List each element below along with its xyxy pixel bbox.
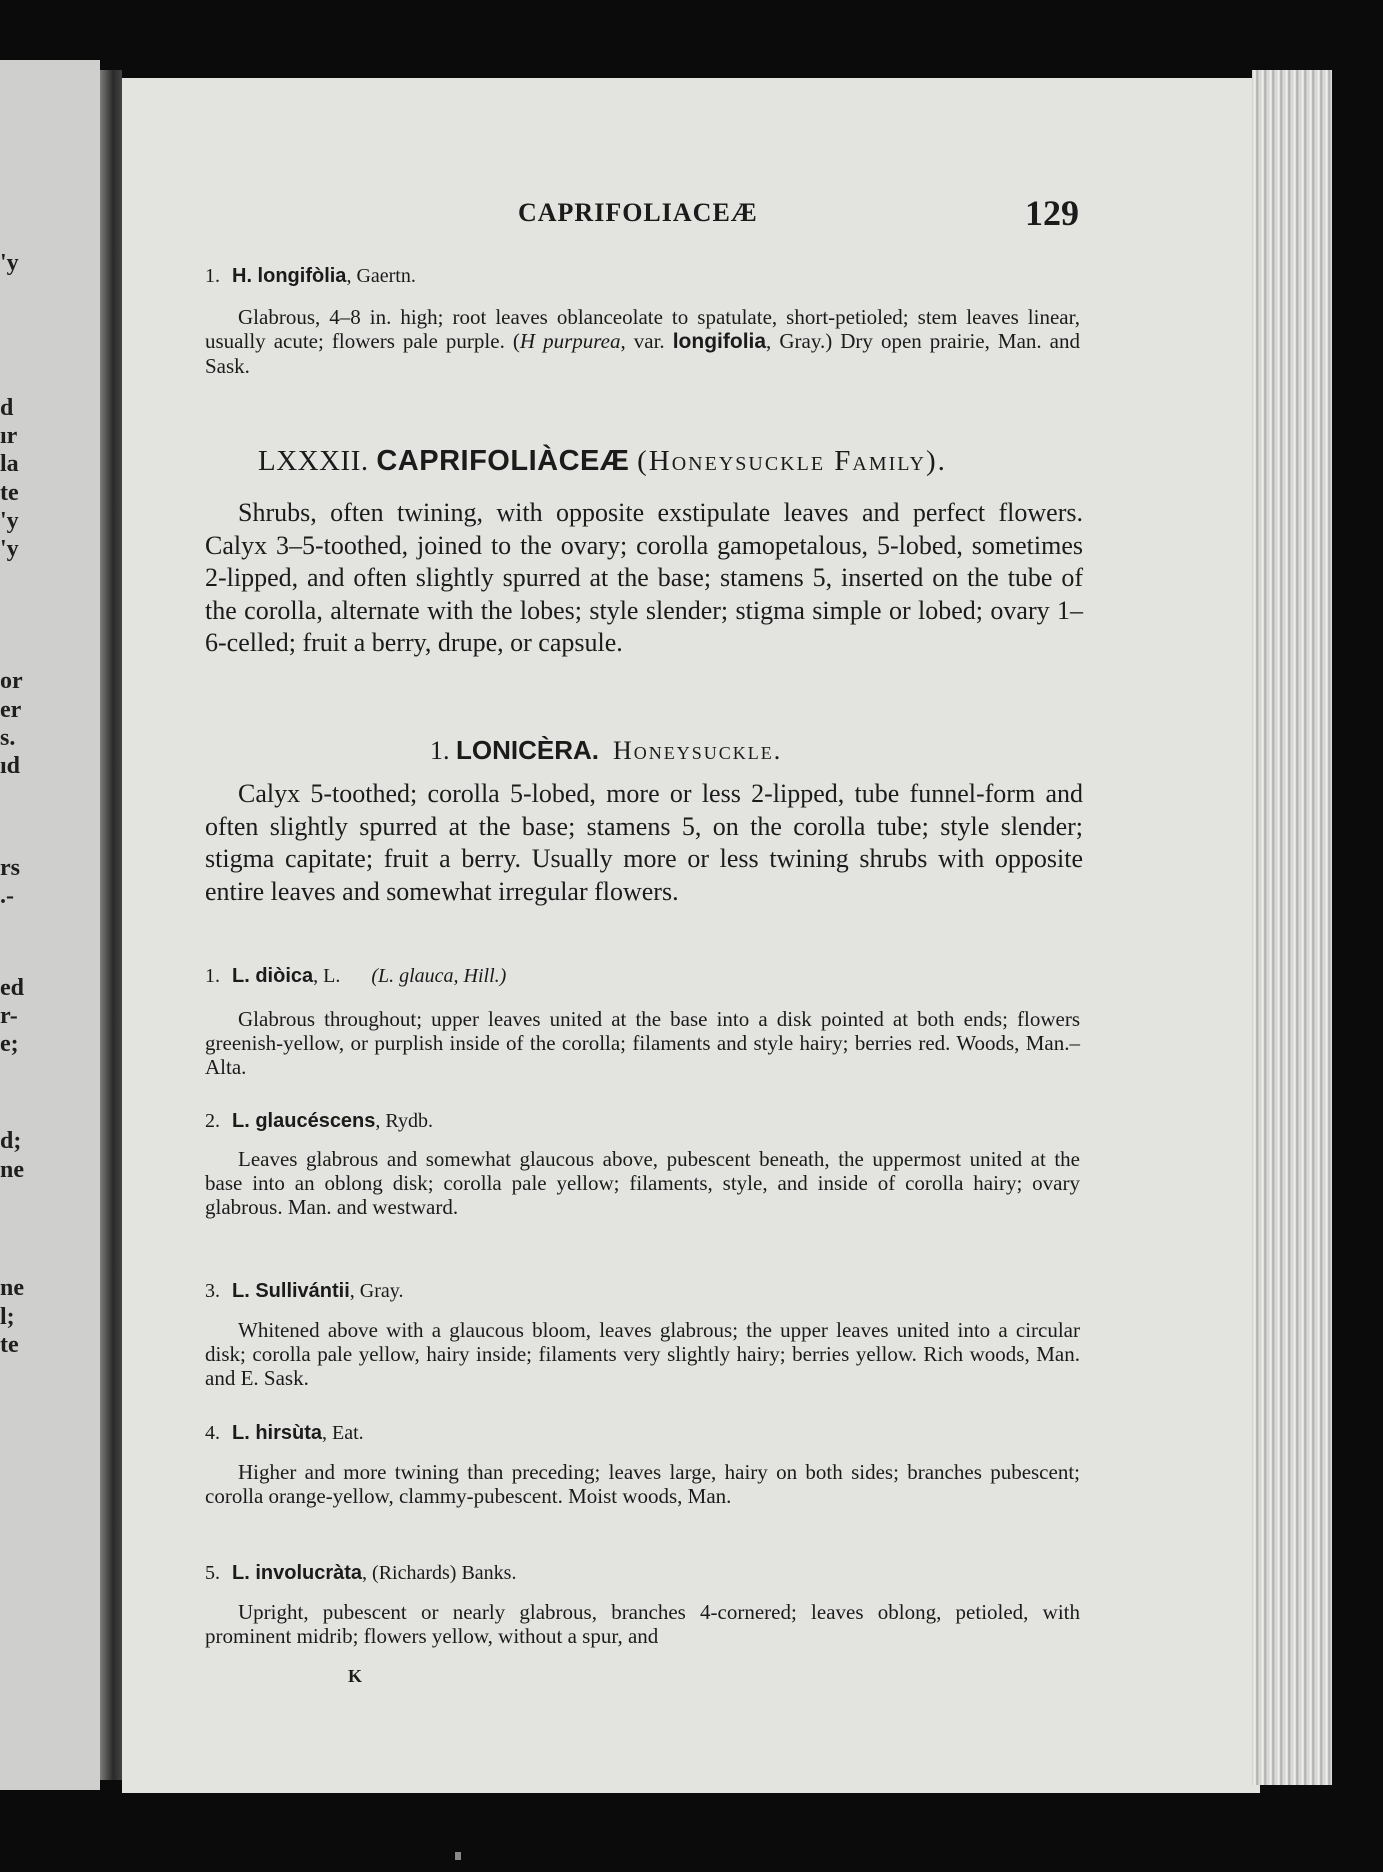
left-fragment: la xyxy=(0,451,19,477)
species-author: , Gaertn. xyxy=(346,265,416,287)
left-fragment: .- xyxy=(0,883,14,909)
species-author: , Rydb. xyxy=(375,1110,433,1132)
left-fragment: s. xyxy=(0,725,16,751)
desc-text: , Gray.) Dry open prairie, Man. and Sask. xyxy=(205,329,1081,378)
desc-varietal: longifolia xyxy=(672,330,767,353)
species-heading xyxy=(205,965,506,988)
family-name: CAPRIFOLIÀCEÆ xyxy=(376,445,630,477)
species-description xyxy=(205,305,1080,378)
genus-number: 1. xyxy=(430,736,450,765)
left-fragment: 'y xyxy=(0,250,19,276)
species-number: 4. xyxy=(205,1422,220,1444)
left-fragment: rs xyxy=(0,855,20,881)
genus-heading xyxy=(430,735,782,766)
genus-name: LONICÈRA. xyxy=(456,735,599,765)
species-description: Glabrous throughout; upper leaves united at the base into a disk pointed at both ends; flowers greenish-yellow, or purplish inside of the corolla; filaments and style hairy; berries red. Woods, Man.–Alta. xyxy=(205,1007,1080,1079)
left-page-fragment xyxy=(0,60,100,1790)
left-fragment: te xyxy=(0,480,19,506)
species-description: Higher and more twining than preceding; leaves large, hairy on both sides; branches pubescent; corolla orange-yellow, clammy-pubescent. Moist woods, Man. xyxy=(205,1460,1080,1508)
left-fragment: ne xyxy=(0,1275,24,1301)
species-number: 1. xyxy=(205,965,220,987)
left-fragment: ne xyxy=(0,1157,24,1183)
species-name: H. longifòlia xyxy=(232,265,347,287)
left-fragment: r- xyxy=(0,1003,18,1029)
desc-synonym: H purpurea xyxy=(519,329,621,353)
scan-mark xyxy=(455,1852,461,1860)
family-heading xyxy=(258,445,1078,478)
species-name: L. hirsùta xyxy=(232,1422,323,1444)
left-fragment: d; xyxy=(0,1128,22,1154)
species-number: 1. xyxy=(205,265,220,287)
species-name: L. diòica xyxy=(232,965,314,987)
species-synonym: (L. glauca, Hill.) xyxy=(371,965,507,987)
book-gutter xyxy=(100,70,122,1780)
family-description: Shrubs, often twining, with opposite exstipulate leaves and perfect flowers. Calyx 3–5-toothed, joined to the ovary; corolla gamopetalous, 5-lobed, sometimes 2-lipped, and often slightly spurred at the base; stamens 5, inserted on the tube of the corolla, alternate with the lobes; style slender; stigma simple or lobed; ovary 1–6-celled; fruit a berry, drupe, or capsule. xyxy=(205,498,1083,657)
desc-text: Glabrous, 4–8 in. high; root leaves oblanceolate to spatulate, short-petioled; stem leaves linear, usually acute; flowers pale purple. ( xyxy=(205,305,1080,353)
left-fragment: 'y xyxy=(0,536,19,562)
species-heading xyxy=(205,265,416,288)
left-fragment: l; xyxy=(0,1304,15,1330)
species-description: Upright, pubescent or nearly glabrous, branches 4-cornered; leaves oblong, petioled, with prominent midrib; flowers yellow, without a spur, and xyxy=(205,1600,1080,1648)
species-number: 3. xyxy=(205,1280,220,1302)
species-author: , Gray. xyxy=(349,1280,404,1302)
species-heading xyxy=(205,1110,433,1133)
page-edges xyxy=(1252,70,1332,1785)
page-number: 129 xyxy=(1025,193,1079,233)
genus-description: Calyx 5-toothed; corolla 5-lobed, more or less 2-lipped, tube funnel-form and often slightly spurred at the base; stamens 5, on the corolla tube; style slender; stigma capitate; fruit a berry. Usually more or less twining shrubs with opposite entire leaves and somewhat irregular flowers. xyxy=(205,779,1083,906)
signature-mark: K xyxy=(348,1666,363,1686)
left-fragment: ıd xyxy=(0,753,21,779)
species-author: , (Richards) Banks. xyxy=(362,1562,517,1584)
species-number: 2. xyxy=(205,1110,220,1132)
family-common-name: (Honeysuckle Family). xyxy=(637,445,947,477)
species-name: L. Sullivántii xyxy=(232,1280,350,1302)
species-heading xyxy=(205,1280,403,1303)
species-name: L. glaucéscens xyxy=(232,1110,376,1132)
family-numeral: LXXXII. xyxy=(258,445,369,477)
species-number: 5. xyxy=(205,1562,220,1584)
species-description: Whitened above with a glaucous bloom, leaves glabrous; the upper leaves united into a circular disk; corolla pale yellow, hairy inside; filaments very slightly hairy; berries yellow. Rich woods, Man. and E. Sask. xyxy=(205,1318,1080,1390)
left-fragment: te xyxy=(0,1332,19,1358)
left-fragment: 'y xyxy=(0,508,19,534)
left-fragment: or xyxy=(0,668,23,694)
species-name: L. involucràta xyxy=(232,1562,363,1584)
species-author: , Eat. xyxy=(322,1422,364,1444)
genus-common-name: Honeysuckle. xyxy=(613,736,783,765)
left-fragment: ed xyxy=(0,975,24,1001)
desc-text: , var. xyxy=(620,329,673,353)
species-heading xyxy=(205,1562,516,1585)
left-fragment: er xyxy=(0,697,22,723)
species-author: , L. xyxy=(313,965,341,987)
running-title: CAPRIFOLIACEÆ xyxy=(518,198,758,227)
species-heading xyxy=(205,1422,364,1445)
species-description: Leaves glabrous and somewhat glaucous above, pubescent beneath, the uppermost united at the base into an oblong disk; corolla pale yellow; filaments, style, and inside of corolla hairy; ovary glabrous. Man. and westward. xyxy=(205,1147,1080,1219)
left-fragment: d xyxy=(0,395,14,421)
left-fragment: ır xyxy=(0,423,18,449)
left-fragment: e; xyxy=(0,1031,19,1057)
